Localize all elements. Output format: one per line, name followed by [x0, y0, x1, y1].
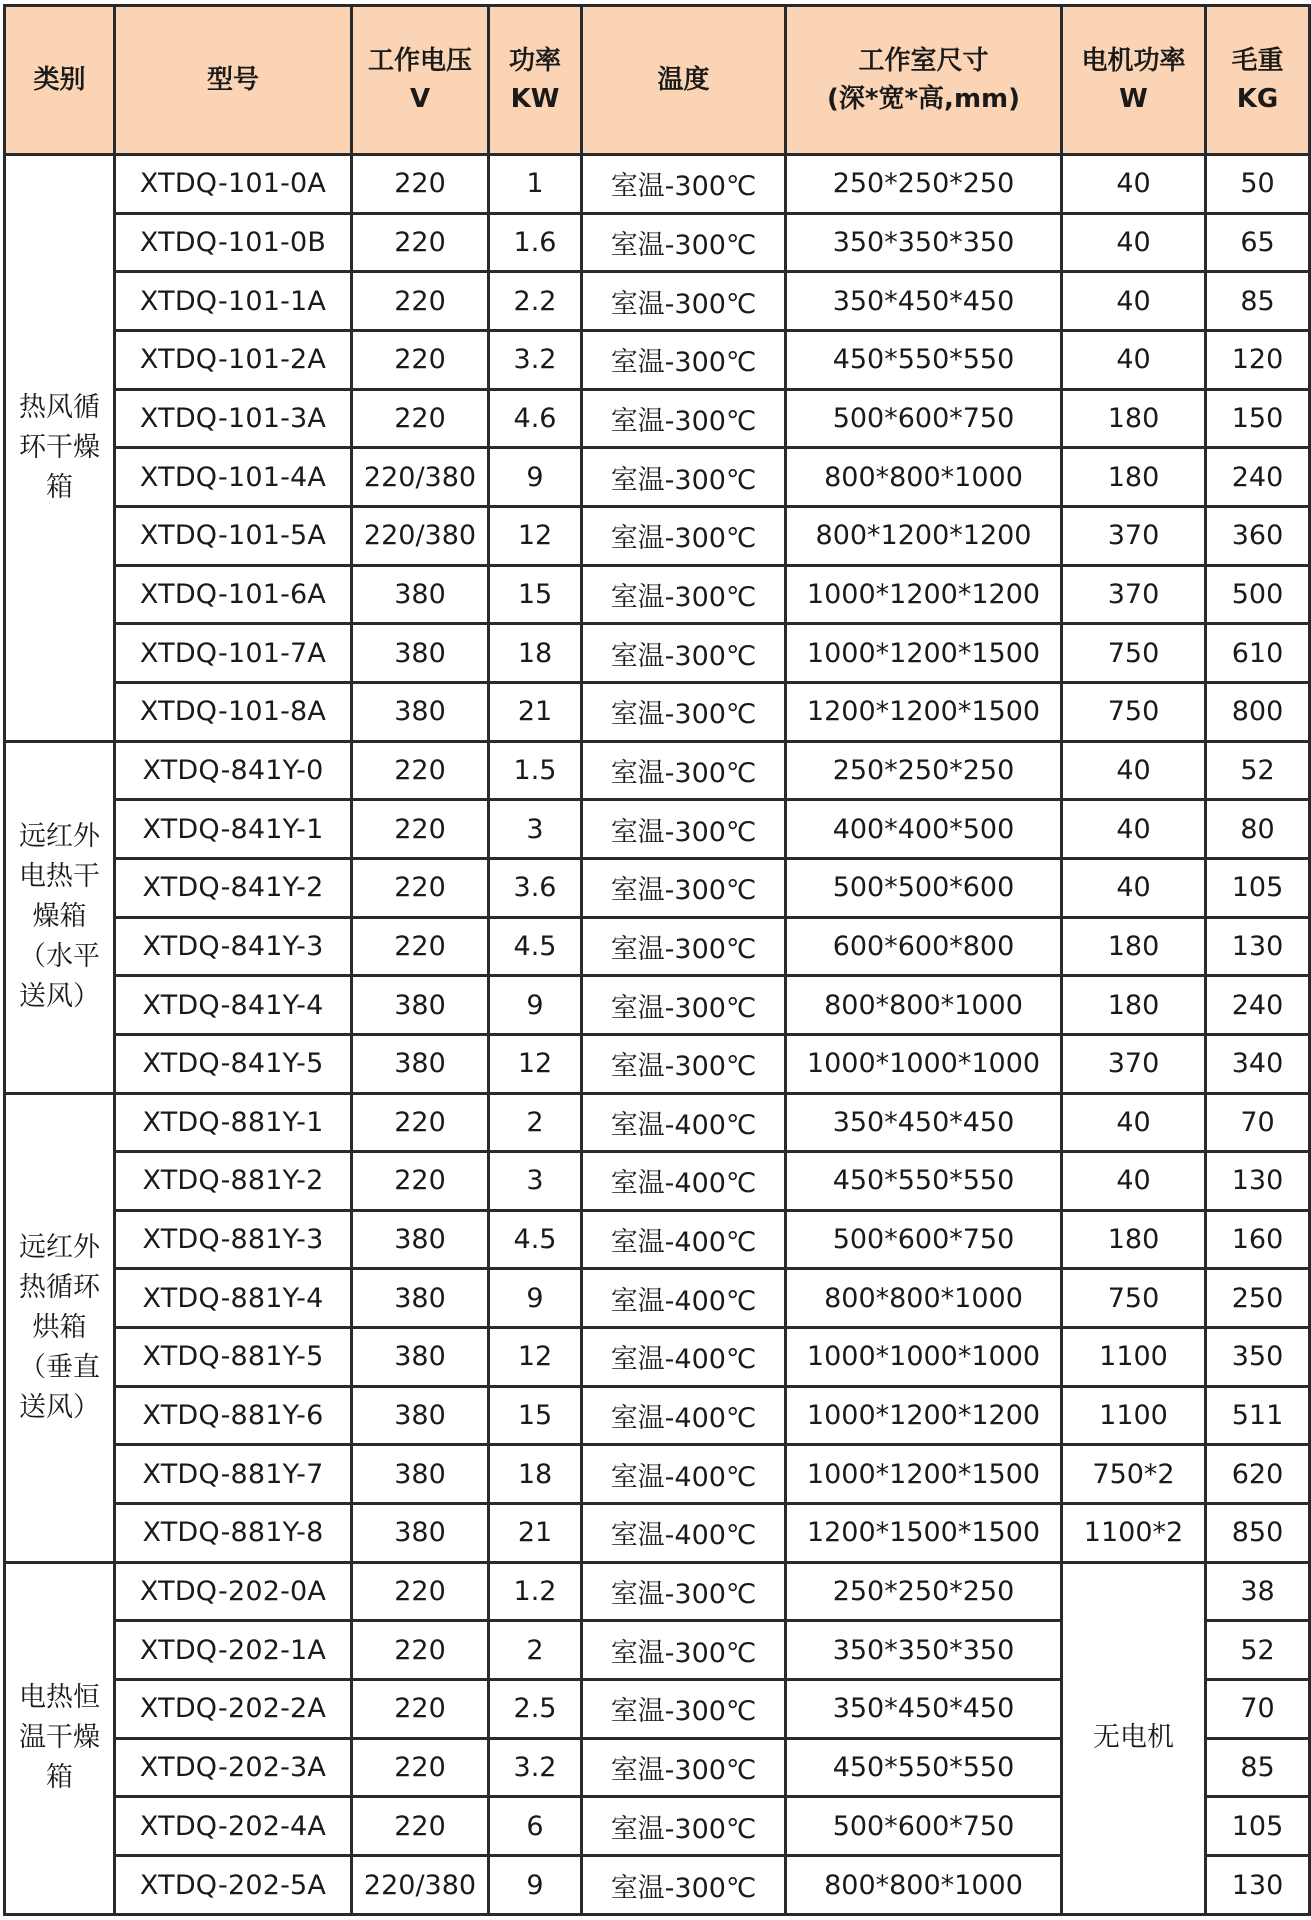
model-cell: XTDQ-101-5A: [115, 506, 352, 565]
gross-weight-cell: 610: [1206, 624, 1310, 683]
voltage-cell: 220: [352, 1797, 489, 1856]
table-row: [5, 741, 1310, 800]
header-power: 功率 KW: [489, 6, 582, 155]
chamber-size-cell: 350*350*350: [786, 213, 1062, 272]
motor-power-cell: 180: [1062, 389, 1206, 448]
gross-weight-cell: 850: [1206, 1504, 1310, 1563]
chamber-size-cell: 1200*1200*1500: [786, 682, 1062, 741]
model-cell: XTDQ-202-4A: [115, 1797, 352, 1856]
motor-power-cell: 180: [1062, 976, 1206, 1035]
table-row: [5, 1562, 1310, 1621]
gross-weight-cell: 250: [1206, 1269, 1310, 1328]
motor-power-cell: 40: [1062, 1093, 1206, 1152]
chamber-size-cell: 800*1200*1200: [786, 506, 1062, 565]
table-row: [5, 1504, 1310, 1563]
voltage-cell: 220: [352, 213, 489, 272]
chamber-size-cell: 800*800*1000: [786, 448, 1062, 507]
gross-weight-cell: 160: [1206, 1210, 1310, 1269]
gross-weight-cell: 52: [1206, 741, 1310, 800]
voltage-cell: 380: [352, 1386, 489, 1445]
power-cell: 3.2: [489, 1738, 582, 1797]
table-row: [5, 1152, 1310, 1211]
power-cell: 12: [489, 1328, 582, 1387]
model-cell: XTDQ-881Y-4: [115, 1269, 352, 1328]
motor-power-cell: 1100: [1062, 1328, 1206, 1387]
table-row: [5, 1328, 1310, 1387]
table-row: [5, 800, 1310, 859]
gross-weight-cell: 360: [1206, 506, 1310, 565]
voltage-cell: 380: [352, 1504, 489, 1563]
model-cell: XTDQ-841Y-3: [115, 917, 352, 976]
model-cell: XTDQ-101-4A: [115, 448, 352, 507]
gross-weight-cell: 800: [1206, 682, 1310, 741]
voltage-cell: 380: [352, 565, 489, 624]
voltage-cell: 380: [352, 1328, 489, 1387]
gross-weight-cell: 105: [1206, 1797, 1310, 1856]
model-cell: XTDQ-202-1A: [115, 1621, 352, 1680]
gross-weight-cell: 130: [1206, 917, 1310, 976]
temperature-cell: 室温-300℃: [582, 1797, 786, 1856]
gross-weight-cell: 85: [1206, 1738, 1310, 1797]
table-row: [5, 858, 1310, 917]
gross-weight-cell: 38: [1206, 1562, 1310, 1621]
power-cell: 21: [489, 682, 582, 741]
voltage-cell: 380: [352, 1210, 489, 1269]
voltage-cell: 220/380: [352, 1856, 489, 1915]
chamber-size-cell: 450*550*550: [786, 1152, 1062, 1211]
temperature-cell: 室温-300℃: [582, 1621, 786, 1680]
power-cell: 2: [489, 1621, 582, 1680]
header-gross-weight: 毛重 KG: [1206, 6, 1310, 155]
temperature-cell: 室温-300℃: [582, 682, 786, 741]
motor-power-cell: 180: [1062, 1210, 1206, 1269]
spec-table: [3, 4, 1311, 1916]
gross-weight-cell: 240: [1206, 448, 1310, 507]
temperature-cell: 室温-300℃: [582, 330, 786, 389]
chamber-size-cell: 500*500*600: [786, 858, 1062, 917]
temperature-cell: 室温-300℃: [582, 741, 786, 800]
model-cell: XTDQ-841Y-5: [115, 1034, 352, 1093]
motor-power-cell: 40: [1062, 272, 1206, 331]
voltage-cell: 220: [352, 1152, 489, 1211]
temperature-cell: 室温-400℃: [582, 1328, 786, 1387]
model-cell: XTDQ-881Y-5: [115, 1328, 352, 1387]
motor-power-cell: 750: [1062, 624, 1206, 683]
voltage-cell: 220: [352, 1680, 489, 1739]
temperature-cell: 室温-300℃: [582, 213, 786, 272]
table-row: [5, 1034, 1310, 1093]
power-cell: 4.5: [489, 1210, 582, 1269]
category-cell: 热风循 环干燥 箱: [5, 155, 115, 742]
temperature-cell: 室温-300℃: [582, 389, 786, 448]
gross-weight-cell: 340: [1206, 1034, 1310, 1093]
table-row: [5, 389, 1310, 448]
model-cell: XTDQ-841Y-2: [115, 858, 352, 917]
category-cell: 电热恒 温干燥 箱: [5, 1562, 115, 1914]
model-cell: XTDQ-101-7A: [115, 624, 352, 683]
gross-weight-cell: 105: [1206, 858, 1310, 917]
voltage-cell: 220/380: [352, 448, 489, 507]
gross-weight-cell: 52: [1206, 1621, 1310, 1680]
header-temperature: 温度: [582, 6, 786, 155]
gross-weight-cell: 620: [1206, 1445, 1310, 1504]
temperature-cell: 室温-300℃: [582, 272, 786, 331]
voltage-cell: 220: [352, 917, 489, 976]
gross-weight-cell: 120: [1206, 330, 1310, 389]
power-cell: 1.6: [489, 213, 582, 272]
power-cell: 2: [489, 1093, 582, 1152]
voltage-cell: 380: [352, 1269, 489, 1328]
power-cell: 9: [489, 976, 582, 1035]
voltage-cell: 380: [352, 976, 489, 1035]
voltage-cell: 220: [352, 1093, 489, 1152]
gross-weight-cell: 240: [1206, 976, 1310, 1035]
temperature-cell: 室温-400℃: [582, 1269, 786, 1328]
motor-power-cell: 40: [1062, 213, 1206, 272]
table-row: [5, 976, 1310, 1035]
power-cell: 1.5: [489, 741, 582, 800]
chamber-size-cell: 800*800*1000: [786, 1269, 1062, 1328]
table-row: [5, 1445, 1310, 1504]
temperature-cell: 室温-300℃: [582, 448, 786, 507]
header-motor-power: 电机功率 W: [1062, 6, 1206, 155]
motor-power-cell: 370: [1062, 506, 1206, 565]
header-model: 型号: [115, 6, 352, 155]
voltage-cell: 380: [352, 624, 489, 683]
chamber-size-cell: 250*250*250: [786, 1562, 1062, 1621]
gross-weight-cell: 130: [1206, 1152, 1310, 1211]
motor-power-cell: 40: [1062, 1152, 1206, 1211]
chamber-size-cell: 1000*1200*1500: [786, 624, 1062, 683]
model-cell: XTDQ-101-1A: [115, 272, 352, 331]
voltage-cell: 220: [352, 1738, 489, 1797]
chamber-size-cell: 1000*1200*1200: [786, 1386, 1062, 1445]
table-row: [5, 565, 1310, 624]
temperature-cell: 室温-300℃: [582, 917, 786, 976]
temperature-cell: 室温-400℃: [582, 1445, 786, 1504]
temperature-cell: 室温-300℃: [582, 1680, 786, 1739]
voltage-cell: 220: [352, 330, 489, 389]
temperature-cell: 室温-300℃: [582, 1856, 786, 1915]
model-cell: XTDQ-202-3A: [115, 1738, 352, 1797]
voltage-cell: 220: [352, 858, 489, 917]
voltage-cell: 380: [352, 1445, 489, 1504]
gross-weight-cell: 50: [1206, 155, 1310, 214]
power-cell: 4.6: [489, 389, 582, 448]
voltage-cell: 220: [352, 1562, 489, 1621]
table-row: [5, 1386, 1310, 1445]
model-cell: XTDQ-841Y-1: [115, 800, 352, 859]
table-row: [5, 624, 1310, 683]
power-cell: 18: [489, 1445, 582, 1504]
power-cell: 2.2: [489, 272, 582, 331]
model-cell: XTDQ-881Y-8: [115, 1504, 352, 1563]
table-row: [5, 1093, 1310, 1152]
model-cell: XTDQ-101-2A: [115, 330, 352, 389]
power-cell: 9: [489, 1856, 582, 1915]
power-cell: 12: [489, 1034, 582, 1093]
motor-power-cell: 40: [1062, 800, 1206, 859]
temperature-cell: 室温-300℃: [582, 1562, 786, 1621]
voltage-cell: 380: [352, 682, 489, 741]
model-cell: XTDQ-841Y-4: [115, 976, 352, 1035]
model-cell: XTDQ-881Y-2: [115, 1152, 352, 1211]
model-cell: XTDQ-101-0A: [115, 155, 352, 214]
voltage-cell: 220/380: [352, 506, 489, 565]
table-row: [5, 682, 1310, 741]
temperature-cell: 室温-300℃: [582, 976, 786, 1035]
temperature-cell: 室温-400℃: [582, 1210, 786, 1269]
category-cell: 远红外 电热干 燥箱 （水平 送风）: [5, 741, 115, 1093]
model-cell: XTDQ-881Y-3: [115, 1210, 352, 1269]
motor-power-cell: 40: [1062, 330, 1206, 389]
chamber-size-cell: 1000*1200*1500: [786, 1445, 1062, 1504]
power-cell: 15: [489, 1386, 582, 1445]
table-body: [5, 155, 1310, 1915]
chamber-size-cell: 600*600*800: [786, 917, 1062, 976]
motor-power-cell: 370: [1062, 565, 1206, 624]
temperature-cell: 室温-300℃: [582, 1738, 786, 1797]
voltage-cell: 380: [352, 1034, 489, 1093]
gross-weight-cell: 80: [1206, 800, 1310, 859]
chamber-size-cell: 350*450*450: [786, 1680, 1062, 1739]
gross-weight-cell: 500: [1206, 565, 1310, 624]
chamber-size-cell: 350*450*450: [786, 1093, 1062, 1152]
category-cell: 远红外 热循环 烘箱 （垂直 送风）: [5, 1093, 115, 1562]
model-cell: XTDQ-101-3A: [115, 389, 352, 448]
chamber-size-cell: 500*600*750: [786, 1210, 1062, 1269]
motor-power-cell: 180: [1062, 448, 1206, 507]
gross-weight-cell: 70: [1206, 1093, 1310, 1152]
model-cell: XTDQ-841Y-0: [115, 741, 352, 800]
chamber-size-cell: 250*250*250: [786, 155, 1062, 214]
power-cell: 3.6: [489, 858, 582, 917]
motor-power-cell: 1100: [1062, 1386, 1206, 1445]
table-row: [5, 506, 1310, 565]
motor-power-cell: 370: [1062, 1034, 1206, 1093]
power-cell: 1: [489, 155, 582, 214]
temperature-cell: 室温-300℃: [582, 800, 786, 859]
motor-power-cell: 40: [1062, 741, 1206, 800]
model-cell: XTDQ-202-5A: [115, 1856, 352, 1915]
table-row: [5, 1269, 1310, 1328]
table-row: [5, 917, 1310, 976]
gross-weight-cell: 350: [1206, 1328, 1310, 1387]
chamber-size-cell: 500*600*750: [786, 1797, 1062, 1856]
chamber-size-cell: 450*550*550: [786, 330, 1062, 389]
motor-power-cell: 1100*2: [1062, 1504, 1206, 1563]
chamber-size-cell: 400*400*500: [786, 800, 1062, 859]
gross-weight-cell: 65: [1206, 213, 1310, 272]
voltage-cell: 220: [352, 800, 489, 859]
model-cell: XTDQ-101-8A: [115, 682, 352, 741]
table-row: [5, 272, 1310, 331]
power-cell: 18: [489, 624, 582, 683]
motor-power-cell: 无电机: [1062, 1562, 1206, 1914]
motor-power-cell: 40: [1062, 858, 1206, 917]
header-voltage: 工作电压 V: [352, 6, 489, 155]
motor-power-cell: 40: [1062, 155, 1206, 214]
temperature-cell: 室温-400℃: [582, 1386, 786, 1445]
gross-weight-cell: 150: [1206, 389, 1310, 448]
voltage-cell: 220: [352, 1621, 489, 1680]
voltage-cell: 220: [352, 155, 489, 214]
motor-power-cell: 750: [1062, 682, 1206, 741]
voltage-cell: 220: [352, 741, 489, 800]
power-cell: 15: [489, 565, 582, 624]
model-cell: XTDQ-101-0B: [115, 213, 352, 272]
motor-power-cell: 750: [1062, 1269, 1206, 1328]
power-cell: 3: [489, 800, 582, 859]
chamber-size-cell: 1200*1500*1500: [786, 1504, 1062, 1563]
chamber-size-cell: 350*450*450: [786, 272, 1062, 331]
power-cell: 3: [489, 1152, 582, 1211]
power-cell: 3.2: [489, 330, 582, 389]
power-cell: 21: [489, 1504, 582, 1563]
table-row: [5, 213, 1310, 272]
chamber-size-cell: 800*800*1000: [786, 976, 1062, 1035]
gross-weight-cell: 85: [1206, 272, 1310, 331]
motor-power-cell: 750*2: [1062, 1445, 1206, 1504]
power-cell: 9: [489, 1269, 582, 1328]
model-cell: XTDQ-202-0A: [115, 1562, 352, 1621]
chamber-size-cell: 350*350*350: [786, 1621, 1062, 1680]
chamber-size-cell: 500*600*750: [786, 389, 1062, 448]
chamber-size-cell: 800*800*1000: [786, 1856, 1062, 1915]
header-row: [5, 6, 1310, 155]
model-cell: XTDQ-881Y-7: [115, 1445, 352, 1504]
gross-weight-cell: 511: [1206, 1386, 1310, 1445]
gross-weight-cell: 70: [1206, 1680, 1310, 1739]
model-cell: XTDQ-881Y-1: [115, 1093, 352, 1152]
power-cell: 6: [489, 1797, 582, 1856]
power-cell: 1.2: [489, 1562, 582, 1621]
temperature-cell: 室温-400℃: [582, 1152, 786, 1211]
header-category: 类别: [5, 6, 115, 155]
header-chamber-size: 工作室尺寸 (深*宽*高,mm): [786, 6, 1062, 155]
temperature-cell: 室温-400℃: [582, 1504, 786, 1563]
table-row: [5, 448, 1310, 507]
temperature-cell: 室温-300℃: [582, 506, 786, 565]
motor-power-cell: 180: [1062, 917, 1206, 976]
model-cell: XTDQ-881Y-6: [115, 1386, 352, 1445]
chamber-size-cell: 1000*1200*1200: [786, 565, 1062, 624]
power-cell: 12: [489, 506, 582, 565]
chamber-size-cell: 450*550*550: [786, 1738, 1062, 1797]
temperature-cell: 室温-400℃: [582, 1093, 786, 1152]
model-cell: XTDQ-202-2A: [115, 1680, 352, 1739]
model-cell: XTDQ-101-6A: [115, 565, 352, 624]
voltage-cell: 220: [352, 389, 489, 448]
chamber-size-cell: 1000*1000*1000: [786, 1034, 1062, 1093]
chamber-size-cell: 1000*1000*1000: [786, 1328, 1062, 1387]
power-cell: 9: [489, 448, 582, 507]
temperature-cell: 室温-300℃: [582, 858, 786, 917]
table-row: [5, 330, 1310, 389]
table-row: [5, 155, 1310, 214]
table-row: [5, 1210, 1310, 1269]
power-cell: 4.5: [489, 917, 582, 976]
power-cell: 2.5: [489, 1680, 582, 1739]
gross-weight-cell: 130: [1206, 1856, 1310, 1915]
temperature-cell: 室温-300℃: [582, 565, 786, 624]
chamber-size-cell: 250*250*250: [786, 741, 1062, 800]
voltage-cell: 220: [352, 272, 489, 331]
temperature-cell: 室温-300℃: [582, 1034, 786, 1093]
temperature-cell: 室温-300℃: [582, 624, 786, 683]
temperature-cell: 室温-300℃: [582, 155, 786, 214]
